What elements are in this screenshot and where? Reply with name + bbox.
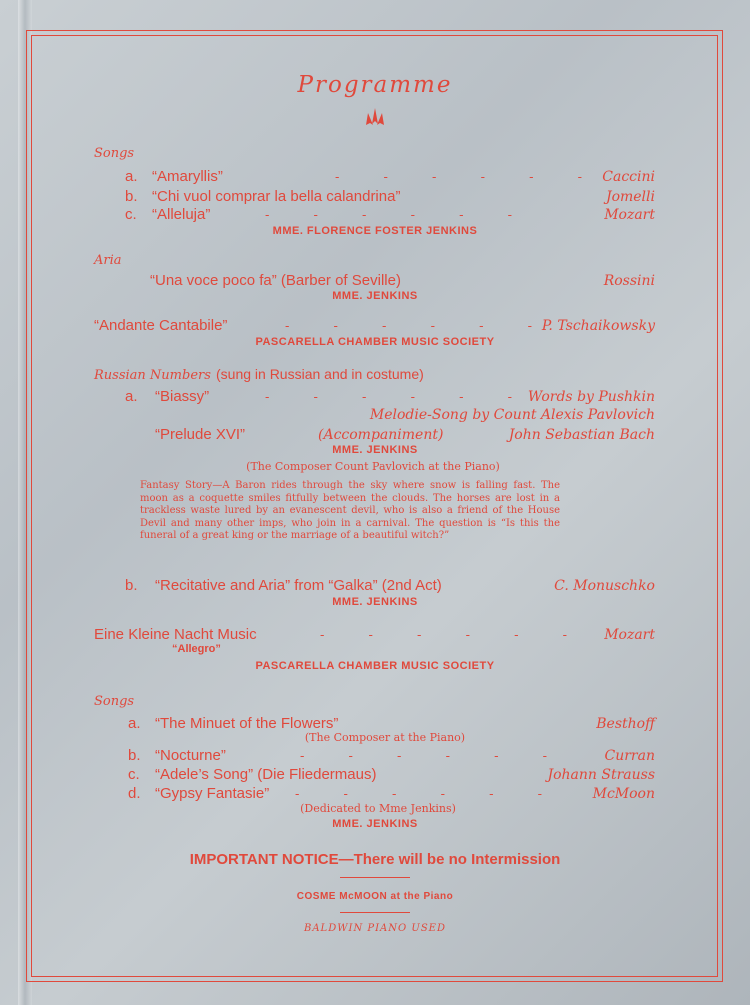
movement-name: “Allegro”	[172, 643, 221, 655]
performer-name: MME. JENKINS	[332, 290, 418, 302]
section-heading-subtext: (sung in Russian and in costume)	[216, 366, 424, 382]
item-letter: c.	[128, 766, 140, 783]
composer-at-piano-note: (The Composer at the Piano)	[304, 731, 466, 744]
composer-name: C. Monuschko	[554, 578, 655, 594]
section-heading-songs: Songs	[94, 694, 135, 709]
composer-name: Johann Strauss	[547, 767, 655, 783]
leader-dashes: - - - - - -	[320, 628, 588, 643]
ornament-icon	[363, 106, 387, 128]
item-letter: a.	[125, 388, 138, 405]
composer-name: Jomelli	[605, 189, 655, 205]
composer-name: John Sebastian Bach	[508, 427, 655, 443]
item-letter: a.	[125, 168, 138, 185]
item-letter: c.	[125, 206, 137, 223]
item-letter: d.	[128, 785, 141, 802]
piece-title: “Adele’s Song” (Die Fliedermaus)	[155, 766, 377, 783]
composer-name: Mozart	[604, 627, 655, 643]
piece-title: “The Minuet of the Flowers”	[155, 715, 339, 732]
piece-title: “Biassy”	[155, 388, 210, 405]
leader-dashes: - - - - - -	[335, 170, 603, 185]
leader-dashes: - - - - - -	[300, 749, 568, 764]
item-letter: b.	[125, 188, 138, 205]
composer-name: Besthoff	[596, 716, 655, 732]
accompaniment-note: (Accompaniment)	[318, 427, 444, 443]
piece-title: “Amaryllis”	[152, 168, 223, 185]
composer-name: P. Tschaikowsky	[541, 318, 655, 334]
performer-name: PASCARELLA CHAMBER MUSIC SOCIETY	[255, 660, 495, 672]
composer-at-piano-note: (The Composer Count Pavlovich at the Piano)	[246, 460, 500, 473]
item-letter: b.	[125, 577, 138, 594]
piece-title: “Alleluja”	[152, 206, 211, 223]
piece-title: “Recitative and Aria” from “Galka” (2nd Act)	[155, 577, 442, 594]
piano-credit: BALDWIN PIANO USED	[303, 923, 446, 934]
leader-dashes: - - - - - -	[295, 787, 563, 802]
composer-name: Mozart	[604, 207, 655, 223]
dedication-note: (Dedicated to Mme Jenkins)	[300, 802, 456, 815]
leader-dashes: - - - - - -	[265, 390, 533, 405]
lyricist-name: Words by Pushkin	[527, 389, 655, 405]
section-heading-songs: Songs	[94, 146, 135, 161]
piece-title: “Gypsy Fantasie”	[155, 785, 270, 802]
piece-title: “Prelude XVI”	[155, 426, 246, 443]
pianist-credit: COSME McMOON at the Piano	[296, 891, 454, 902]
composer-name: Caccini	[602, 169, 655, 185]
divider	[340, 912, 410, 913]
piece-title: “Nocturne”	[155, 747, 226, 764]
performer-name: MME. JENKINS	[332, 444, 418, 456]
piece-title: “Andante Cantabile”	[94, 317, 228, 334]
programme-title: Programme	[297, 72, 453, 98]
fantasy-story-text: Fantasy Story—A Baron rides through the sky where snow is falling fast. The moon as a coquette smiles fitfully between the clouds. The horses are lost in a trackless waste lured by an evanescent devil, who is also a friend of the House Devil and many other imps, who join in a carnival. The question is “Is this the funeral of a great king or the marriage of a beautiful witch?”	[140, 480, 560, 541]
performer-name: MME. FLORENCE FOSTER JENKINS	[272, 225, 478, 237]
item-letter: b.	[128, 747, 141, 764]
composer-name: McMoon	[592, 786, 655, 802]
piece-title: Eine Kleine Nacht Music	[94, 626, 257, 643]
composer-name: Curran	[604, 748, 655, 764]
intermission-notice: IMPORTANT NOTICE—There will be no Intermission	[189, 851, 561, 868]
piece-title: “Chi vuol comprar la bella calandrina”	[152, 188, 401, 205]
section-heading-russian	[94, 364, 424, 383]
item-letter: a.	[128, 715, 141, 732]
piece-title: “Una voce poco fa” (Barber of Seville)	[150, 272, 401, 289]
section-heading-text: Russian Numbers	[94, 368, 211, 383]
composer-name: Rossini	[603, 273, 655, 289]
melody-credit: Melodie-Song by Count Alexis Pavlovich	[369, 407, 655, 423]
performer-name: MME. JENKINS	[332, 596, 418, 608]
performer-name: MME. JENKINS	[332, 818, 418, 830]
performer-name: PASCARELLA CHAMBER MUSIC SOCIETY	[255, 336, 495, 348]
divider	[340, 877, 410, 878]
leader-dashes: - - - - - -	[265, 208, 533, 223]
section-heading-aria: Aria	[94, 253, 122, 268]
leader-dashes: - - - - - -	[285, 319, 553, 334]
